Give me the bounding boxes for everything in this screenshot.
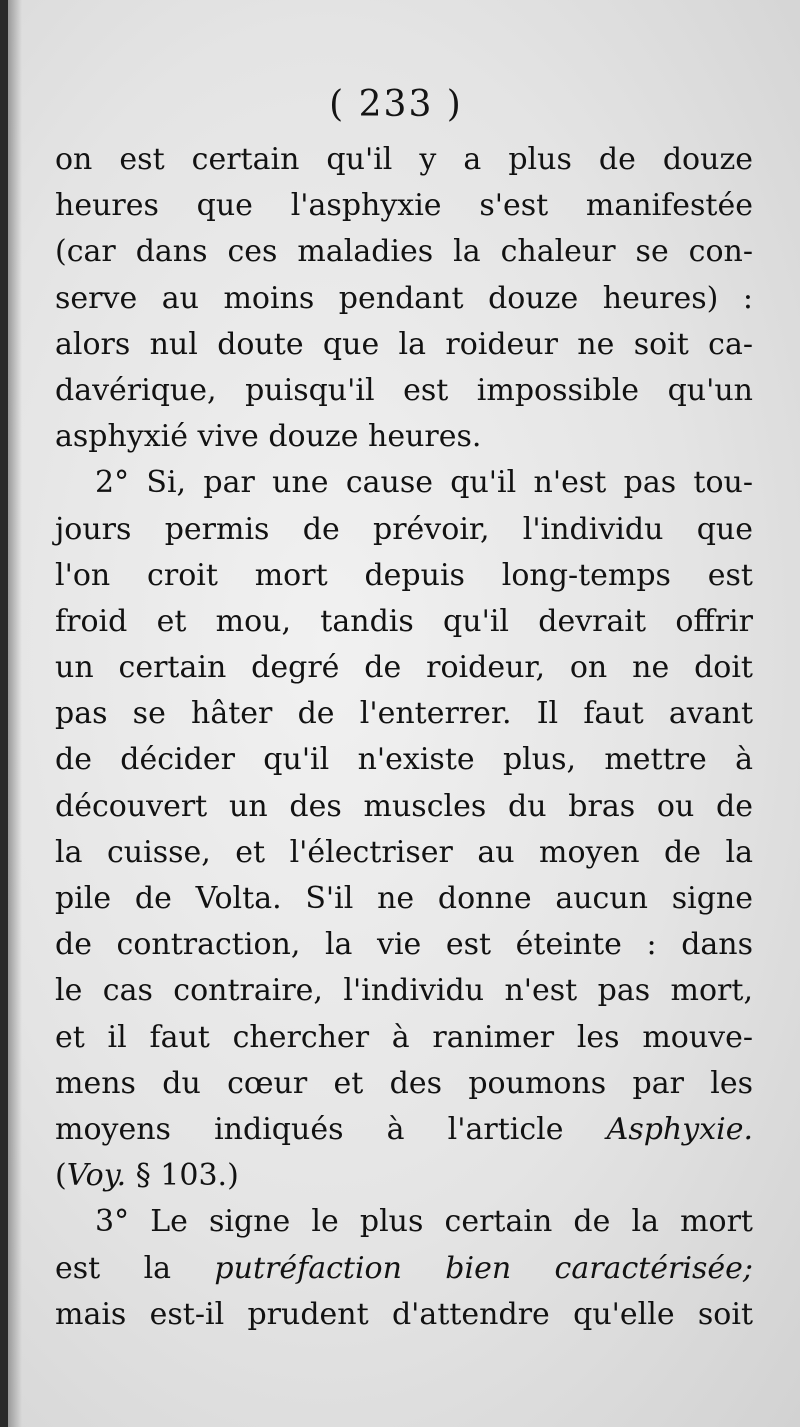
text-line-15: découvert un des muscles du bras ou de — [55, 788, 753, 824]
text-line-23-end: § 103.) — [126, 1158, 239, 1194]
text-line-26: mais est-il prudent d'attendre qu'elle soit — [55, 1296, 753, 1332]
text-line-23-open: ( — [55, 1158, 67, 1194]
text-line-8: 2° Si, par une cause qu'il n'est pas tou- — [95, 465, 753, 501]
text-line-20: et il faut chercher à ranimer les mouve- — [55, 1019, 753, 1055]
text-line-13: pas se hâter de l'enterrer. Il faut avant — [55, 696, 753, 732]
text-line-6: davérique, puisqu'il est impossible qu'un — [55, 372, 753, 408]
page-edge-shadow — [8, 0, 22, 1427]
text-line-16: la cuisse, et l'électriser au moyen de la — [55, 834, 753, 870]
italic-term-putrefaction: putréfaction bien caractérisée; — [214, 1250, 753, 1286]
body-text — [55, 137, 753, 1338]
text-line-21: mens du cœur et des poumons par les — [55, 1065, 753, 1101]
text-line-25 — [55, 1246, 753, 1292]
text-line-4: serve au moins pendant douze heures) : — [55, 280, 753, 316]
text-line-1: on est certain qu'il y a plus de douze — [55, 142, 753, 177]
text-line-9: jours permis de prévoir, l'individu que — [55, 511, 753, 547]
text-line-19: le cas contraire, l'individu n'est pas mort, — [55, 973, 753, 1009]
text-line-25-start: est la — [55, 1250, 215, 1286]
text-line-5: alors nul doute que la roideur ne soit ca- — [55, 326, 753, 362]
text-line-23 — [55, 1153, 753, 1199]
text-line-22 — [55, 1107, 753, 1153]
page-number: ( 233 ) — [329, 84, 463, 125]
italic-term-asphyxie: Asphyxie. — [606, 1111, 753, 1147]
text-line-2: heures que l'asphyxie s'est manifestée — [55, 188, 753, 224]
text-line-17: pile de Volta. S'il ne donne aucun signe — [55, 881, 753, 916]
text-line-22-start: moyens indiqués à l'article — [55, 1111, 607, 1147]
italic-term-voy: Voy. — [66, 1158, 127, 1194]
text-line-3: (car dans ces maladies la chaleur se con- — [55, 234, 753, 270]
text-line-7: asphyxié vive douze heures. — [55, 419, 482, 455]
text-line-10: l'on croit mort depuis long-temps est — [55, 557, 753, 593]
text-line-18: de contraction, la vie est éteinte : dans — [55, 927, 753, 963]
text-line-12: un certain degré de roideur, on ne doit — [55, 650, 753, 686]
text-line-14: de décider qu'il n'existe plus, mettre à — [55, 742, 753, 778]
text-line-24: 3° Le signe le plus certain de la mort — [95, 1204, 753, 1240]
book-page — [8, 0, 800, 1427]
text-line-11: froid et mou, tandis qu'il devrait offrir — [55, 603, 753, 639]
